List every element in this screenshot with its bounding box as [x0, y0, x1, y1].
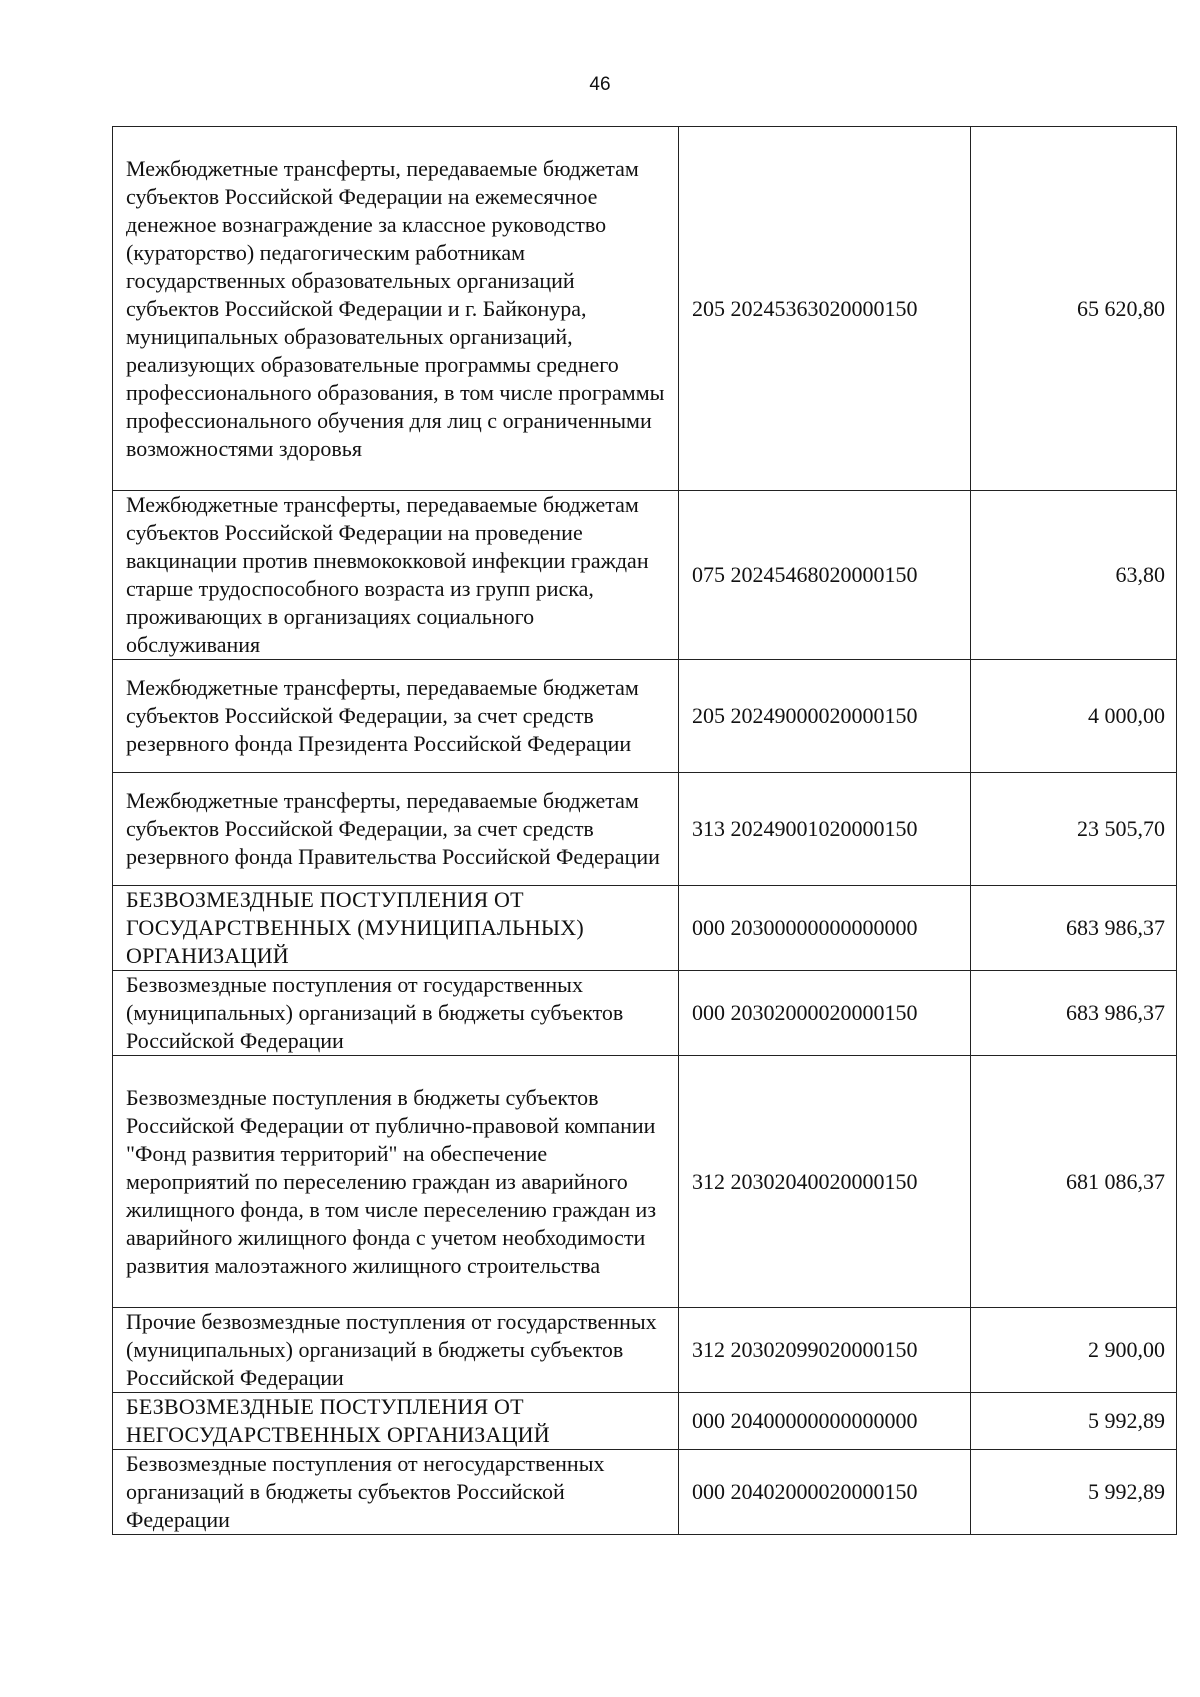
row-description: Прочие безвозмездные поступления от государственных (муниципальных) организаций в бюджеты субъектов Российской Федерации — [113, 1308, 679, 1393]
row-description: Межбюджетные трансферты, передаваемые бюджетам субъектов Российской Федерации, за счет средств резервного фонда Президента Российской Федерации — [113, 660, 679, 773]
row-description: БЕЗВОЗМЕЗДНЫЕ ПОСТУПЛЕНИЯ ОТ ГОСУДАРСТВЕННЫХ (МУНИЦИПАЛЬНЫХ) ОРГАНИЗАЦИЙ — [113, 886, 679, 971]
table-row — [113, 1308, 1177, 1393]
table-row — [113, 886, 1177, 971]
row-budget-code: 075 20245468020000150 — [679, 491, 971, 660]
row-description: Межбюджетные трансферты, передаваемые бюджетам субъектов Российской Федерации на проведение вакцинации против пневмококковой инфекции граждан старше трудоспособного возраста из групп риска, проживающих в организациях социального обслуживания — [113, 491, 679, 660]
row-budget-code: 205 20245363020000150 — [679, 127, 971, 491]
row-amount: 683 986,37 — [971, 886, 1177, 971]
row-amount: 2 900,00 — [971, 1308, 1177, 1393]
row-description: БЕЗВОЗМЕЗДНЫЕ ПОСТУПЛЕНИЯ ОТ НЕГОСУДАРСТВЕННЫХ ОРГАНИЗАЦИЙ — [113, 1393, 679, 1450]
table-row — [113, 971, 1177, 1056]
row-amount: 23 505,70 — [971, 773, 1177, 886]
table-row — [113, 1450, 1177, 1535]
row-amount: 5 992,89 — [971, 1450, 1177, 1535]
row-amount: 63,80 — [971, 491, 1177, 660]
row-budget-code: 000 20302000020000150 — [679, 971, 971, 1056]
row-budget-code: 000 20402000020000150 — [679, 1450, 971, 1535]
row-description: Безвозмездные поступления в бюджеты субъектов Российской Федерации от публично-правовой компании "Фонд развития территорий" на обеспечение мероприятий по переселению граждан из аварийного жилищного фонда, в том числе переселению граждан из аварийного жилищного фонда с учетом необходимости развития малоэтажного жилищного строительства — [113, 1056, 679, 1308]
row-amount: 4 000,00 — [971, 660, 1177, 773]
row-budget-code: 313 20249001020000150 — [679, 773, 971, 886]
table-row — [113, 773, 1177, 886]
row-amount: 5 992,89 — [971, 1393, 1177, 1450]
row-amount: 683 986,37 — [971, 971, 1177, 1056]
row-description: Межбюджетные трансферты, передаваемые бюджетам субъектов Российской Федерации, за счет средств резервного фонда Правительства Российской Федерации — [113, 773, 679, 886]
row-description: Безвозмездные поступления от негосударственных организаций в бюджеты субъектов Российской Федерации — [113, 1450, 679, 1535]
table-row — [113, 660, 1177, 773]
table-row — [113, 127, 1177, 491]
page-number: 46 — [589, 74, 611, 95]
row-amount: 681 086,37 — [971, 1056, 1177, 1308]
table-row — [113, 491, 1177, 660]
row-description: Межбюджетные трансферты, передаваемые бюджетам субъектов Российской Федерации на ежемесячное денежное вознаграждение за классное руководство (кураторство) педагогическим работникам государственных образовательных организаций субъектов Российской Федерации и г. Байконура, муниципальных образовательных организаций, реализующих образовательные программы среднего профессионального образования, в том числе программы профессионального обучения для лиц с ограниченными возможностями здоровья — [113, 127, 679, 491]
table-row — [113, 1056, 1177, 1308]
row-budget-code: 000 20300000000000000 — [679, 886, 971, 971]
budget-revenue-table — [112, 126, 1177, 1535]
row-budget-code: 205 20249000020000150 — [679, 660, 971, 773]
row-description: Безвозмездные поступления от государственных (муниципальных) организаций в бюджеты субъектов Российской Федерации — [113, 971, 679, 1056]
row-amount: 65 620,80 — [971, 127, 1177, 491]
row-budget-code: 000 20400000000000000 — [679, 1393, 971, 1450]
table-row — [113, 1393, 1177, 1450]
row-budget-code: 312 20302040020000150 — [679, 1056, 971, 1308]
row-budget-code: 312 20302099020000150 — [679, 1308, 971, 1393]
